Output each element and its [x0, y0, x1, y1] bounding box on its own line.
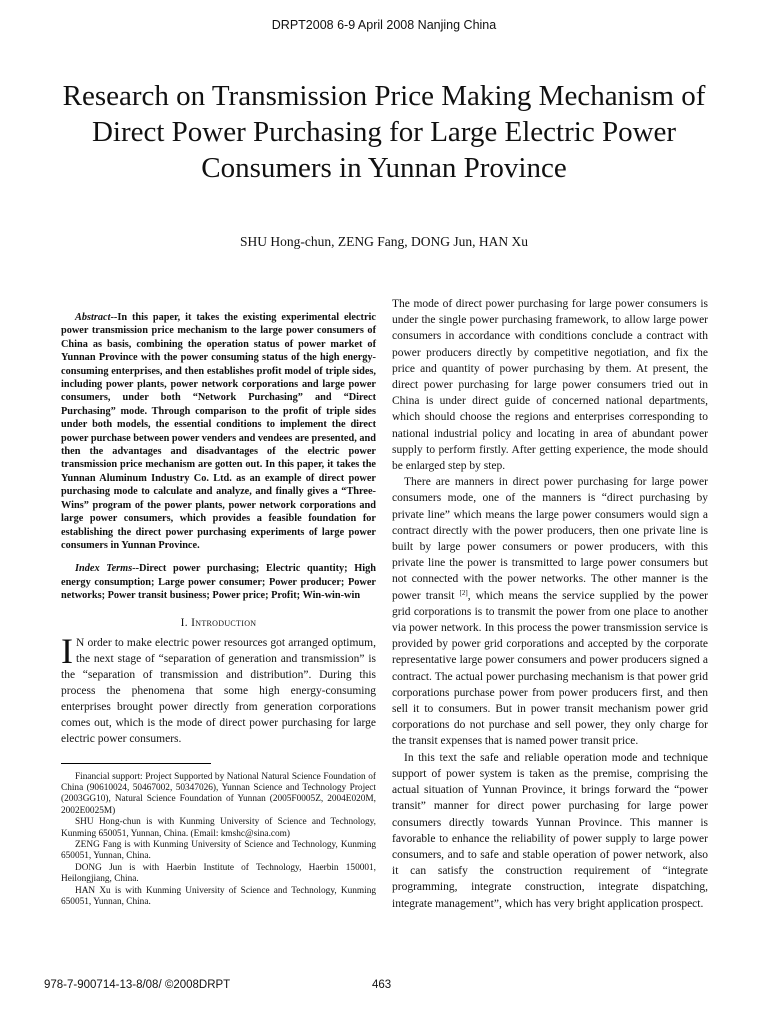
introduction-paragraph — [61, 630, 376, 747]
index-terms-lead: Index Terms — [75, 563, 133, 575]
running-head: DRPT2008 6-9 April 2008 Nanjing China — [271, 18, 497, 32]
index-terms — [61, 562, 376, 602]
introduction-text: N order to make electric power resources got arranged optimum, the next stage of “separation of generation and transmission” is the “separation of transmission and distribution”. During this process the phenomena that some high energy-consuming enterprises brought power directly from generation corporations comes out, which is the mode of direct power purchasing for large electric power consumers. — [61, 636, 376, 745]
section-heading-introduction — [61, 617, 376, 629]
footnote-author-zeng: ZENG Fang is with Kunming University of Science and Technology, Kunming 650051, Yunnan, China. — [61, 839, 376, 862]
footnote-divider — [61, 763, 211, 764]
abstract-text: --In this paper, it takes the existing experimental electric power transmission price mechanism to the large power consumers of China as basis, combining the operation status of power market of Yunnan Province with the power consuming status of the high energy-consuming enterprises, and then establishes profit model of triple sides, including power plants, power network corporations and large power consumers, under both “Network Purchasing” and “Direct Purchasing” mode. Through comparison to the profit of triple sides under both models, the essential conditions to implement the direct power purchase between power venders and vendees are presented, and then the advantages and disadvantages of the electric power transmission price mechanism are gotten out. In this paper, it takes the Yunnan Aluminum Industry Co. Ltd. as an example of direct power purchasing mode to calculate and analyze, and finally gives a “Three-Wins” program of the power plants, power network corporations and large power consumers, which provides a feasible foundation for establishing the direct power purchasing experiments of large power consumers in Yunnan Province. — [61, 312, 376, 551]
drop-cap: I — [61, 630, 73, 671]
footnote-author-shu: SHU Hong-chun is with Kunming University of Science and Technology, Kunming 650051, Yunnan, China. (Email: kmshc@sina.com) — [61, 817, 376, 839]
author-list: SHU Hong-chun, ZENG Fang, DONG Jun, HAN Xu — [240, 234, 528, 249]
body-paragraph-1: The mode of direct power purchasing for large power consumers is under the single power purchasing framework, to allow large power consumers in accordance with conditions conclude a contract with power producers directly by competitive negotiation, and fix the price and quantity of power purchasing by them. At present, the direct power purchasing for large power consumers tried out in China is under direct guide of concerned national departments, which should choose the regions and enterprises corresponding to national industrial policy and locating in area of abundant power supply to perform firstly. After getting experience, the mode should be enlarged step by step. — [392, 298, 708, 473]
section-number: I. — [180, 616, 188, 629]
body-paragraph-2-start: There are manners in direct power purchasing for large power consumers mode, one of the manners is “direct purchasing by private line” which means the large power consumers would sign a contract directly with the power producers, then one private line is built by large power consumers or power producers, with this private line the power is transmitted to large power consumers but not connected with the power networks. The other manner is the power transit — [392, 476, 708, 602]
body-paragraph-3: In this text the safe and reliable operation mode and technique support of power system is taken as the premise, comprising the actual situation of Yunnan Province, it brings forward the “power transit” manner for direct power purchasing for large power consumers directly towards Yunnan Province. This manner is favorable to enhance the reliability of power supply to large power consumers, and to safe and stable operation of power network, also it can satisfy the construction requirement of “integrate programming, integrate construction, integrate dispatching, integrate management”, which has very bright application prospect. — [392, 751, 708, 910]
footnote-author-dong: DONG Jun is with Haerbin Institute of Technology, Haerbin 150001, Heilongjiang, China. — [61, 862, 376, 885]
footer-isbn: 978-7-900714-13-8/08/ ©2008DRPT — [44, 979, 231, 991]
body-paragraph-2-end: , which means the service supplied by the power grid corporations is to transmit the power from one place to another via power network. In this process the power transmission service is provided by power grid corporations and accepted by the corporate representative large power consumers and power producers signed a contract. The actual power purchasing mechanism is that power grid corporations purchase power from power producers first, and then sell it to consumers. But in power transit mechanism power grid corporations do not purchase and sell power, they only charge for the transit expenses that is named power transit price. — [392, 589, 709, 748]
index-terms-text: --Direct power purchasing; Electric quantity; High energy consumption; Large power consumer; Power producer; Power networks; Power transit business; Power price; Profit; Win-win-win — [61, 563, 376, 602]
abstract-lead: Abstract — [75, 312, 111, 323]
citation-reference: [2] — [459, 588, 468, 597]
right-column — [392, 296, 708, 912]
page-number: 463 — [372, 979, 392, 991]
section-title: Introduction — [191, 616, 257, 629]
footnote-author-han: HAN Xu is with Kunming University of Science and Technology, Kunming 650051, Yunnan, China. — [61, 885, 376, 907]
footnote-funding: Financial support: Project Supported by National Natural Science Foundation of China (90610024, 50467002, 50347026), Yunnan Science and Technology Project (2003GG10), Natural Science Foundation of Yunnan (2005F0005Z, 2004E020M, 2002E0025M) — [61, 771, 376, 816]
body-paragraph-2 — [392, 474, 708, 749]
paper-title: Research on Transmission Price Making Mechanism of Direct Power Purchasing for Large Electric Power Consumers in Yunnan Province — [62, 80, 706, 184]
abstract — [61, 311, 376, 552]
left-column — [61, 296, 376, 908]
